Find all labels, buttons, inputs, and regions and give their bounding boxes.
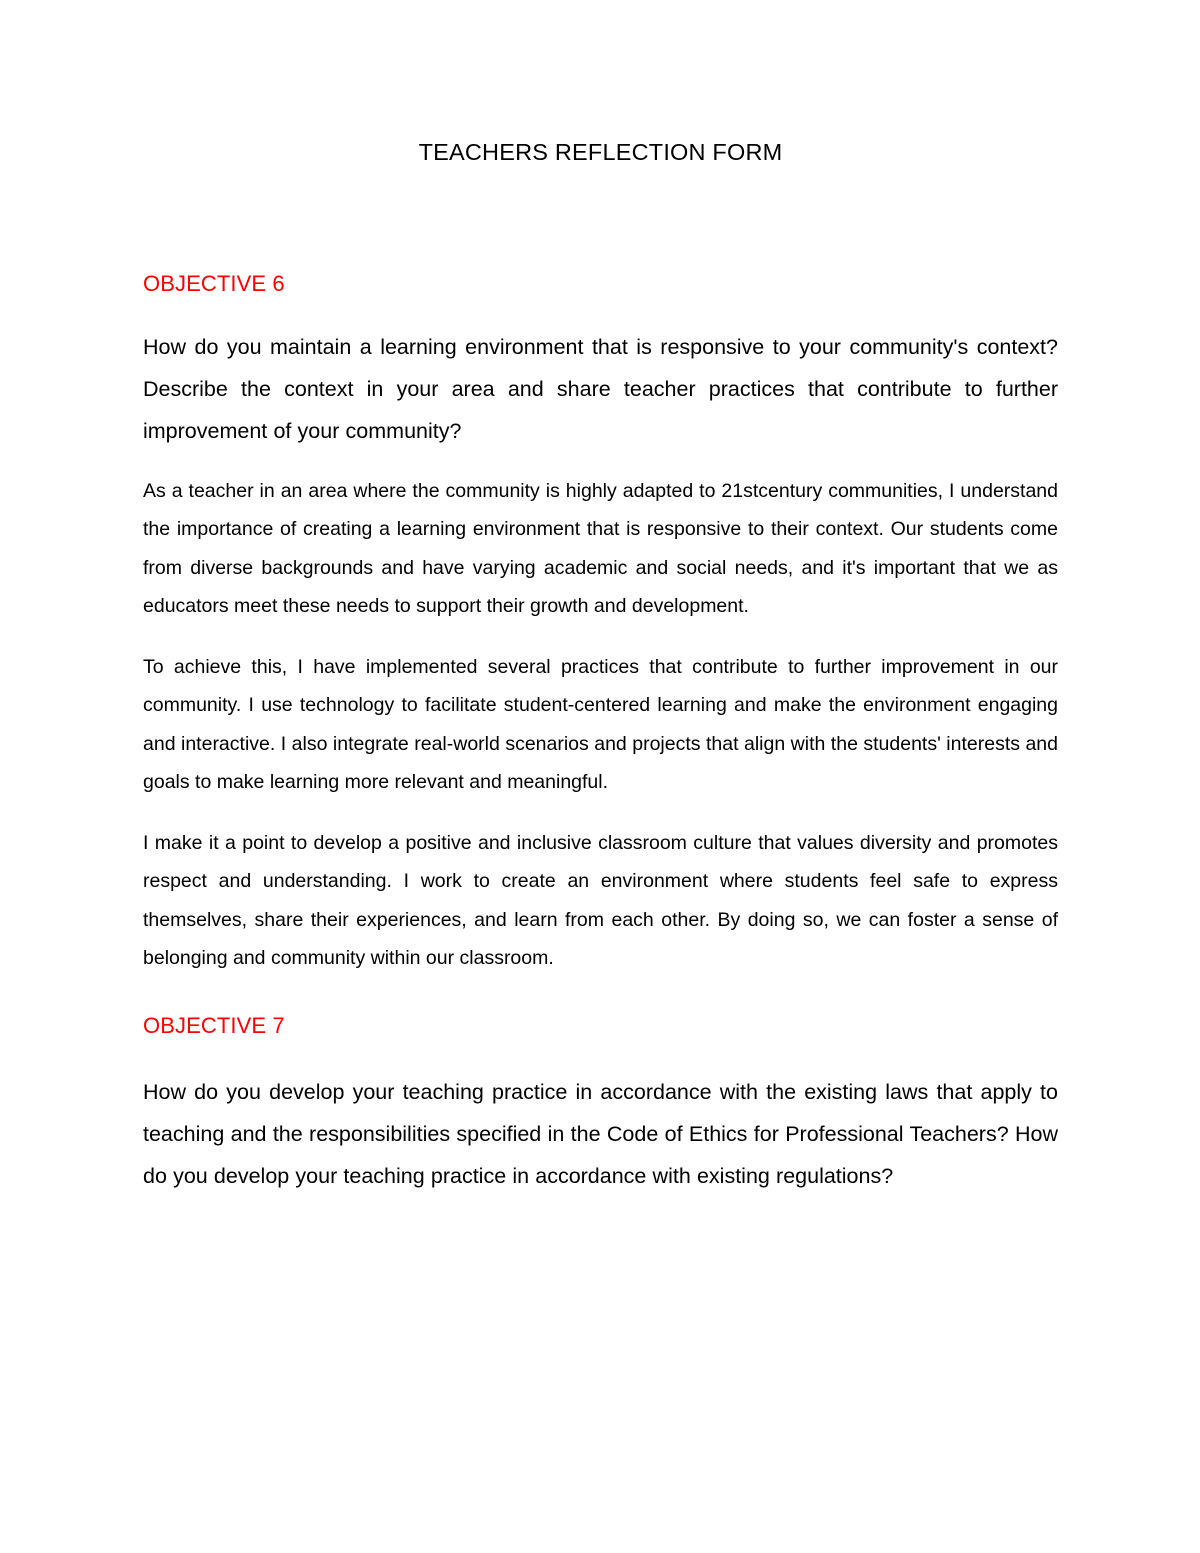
objective-6-paragraph-2: To achieve this, I have implemented several practices that contribute to further improvement in our community. I use technology to facilitate student-centered learning and make the environment engaging and interactive. I also integrate real-world scenarios and projects that align with the students' interests and goals to make learning more relevant and meaningful.	[143, 655, 1058, 794]
objective-6-heading: OBJECTIVE 6	[143, 271, 285, 297]
objective-7-question: How do you develop your teaching practice in accordance with the existing laws that apply to teaching and the responsibilities specified in the Code of Ethics for Professional Teachers? How do you develop your teaching practice in accordance with existing regulations?	[143, 1080, 1058, 1189]
objective-6-paragraph-3: I make it a point to develop a positive and inclusive classroom culture that values diversity and promotes respect and understanding. I work to create an environment where students feel safe to express themselves, share their experiences, and learn from each other. By doing so, we can foster a sense of belonging and community within our classroom.	[143, 831, 1058, 970]
objective-7-heading: OBJECTIVE 7	[143, 1012, 285, 1038]
spacer	[143, 802, 1058, 824]
spacer	[143, 978, 1058, 1012]
document-content	[143, 0, 1058, 1197]
spacer	[143, 298, 1058, 326]
spacer	[143, 626, 1058, 648]
page-title: TEACHERS REFLECTION FORM	[418, 139, 783, 165]
objective-6-question: How do you maintain a learning environment that is responsive to your community's context? Describe the context in your area and share teacher practices that contribute to further improvement of your community?	[143, 334, 1058, 443]
spacer	[143, 452, 1058, 472]
spacer	[143, 1039, 1058, 1071]
spacer	[143, 166, 1058, 270]
objective-6-paragraph-1: As a teacher in an area where the community is highly adapted to 21stcentury communities, I understand the importance of creating a learning environment that is responsive to their context. Our students come from diverse backgrounds and have varying academic and social needs, and it's important that we as educators meet these needs to support their growth and development.	[143, 479, 1058, 618]
